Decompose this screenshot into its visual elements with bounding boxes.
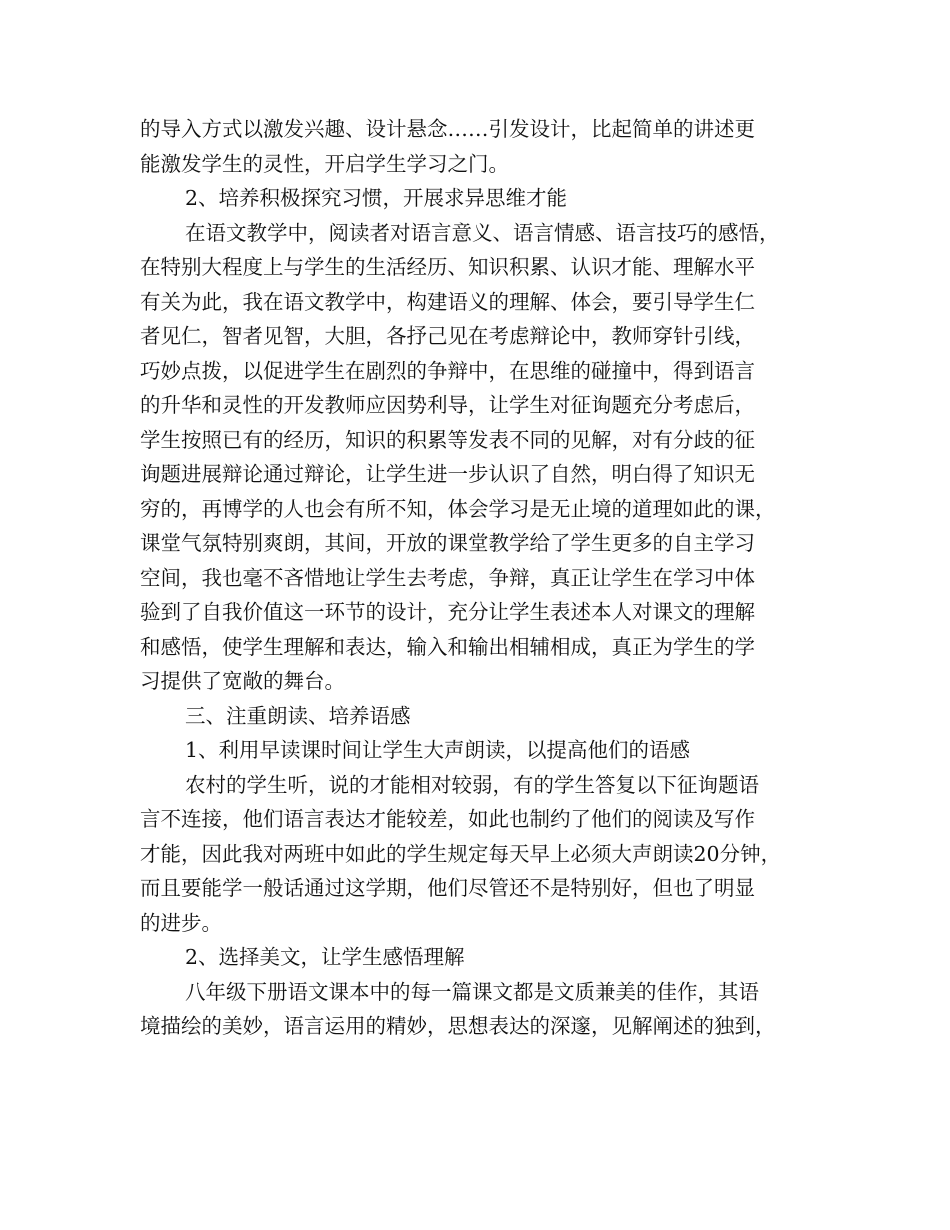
text-line: 在特别大程度上与学生的生活经历、知识积累、认识才能、理解水平 — [140, 255, 755, 279]
text-line: 学生按照已有的经历，知识的积累等发表不同的见解，对有分歧的征 — [140, 427, 755, 452]
text-line: 的进步。 — [140, 910, 222, 935]
text-line: 农村的学生听，说的才能相对较弱，有的学生答复以下征询题语 — [185, 772, 759, 797]
text-line: 言不连接，他们语言表达才能较差，如此也制约了他们的阅读及写作 — [140, 807, 755, 831]
text-line: 2、选择美文，让学生感悟理解 — [185, 945, 465, 969]
text-line: 的导入方式以激发兴趣、设计悬念……引发设计，比起简单的讲述更 — [140, 117, 755, 141]
text-line: 能激发学生的灵性，开启学生学习之门。 — [140, 151, 509, 176]
text-line: 和感悟，使学生理解和表达，输入和输出相辅相成，真正为学生的学 — [140, 634, 755, 659]
document-body — [140, 112, 820, 1044]
text-line: 八年级下册语文课本中的每一篇课文都是文质兼美的佳作，其语 — [185, 979, 759, 1004]
text-line: 而且要能学一般话通过这学期，他们尽管还不是特别好，但也了明显 — [140, 876, 755, 900]
text-line: 三、注重朗读、培养语感 — [185, 703, 411, 728]
text-line: 有关为此，我在语文教学中，构建语义的理解、体会，要引导学生仁 — [140, 289, 755, 314]
text-line: 询题进展辩论通过辩论，让学生进一步认识了自然，明白得了知识无 — [140, 462, 755, 486]
text-line: 境描绘的美妙，语言运用的精妙，思想表达的深邃，见解阐述的独到， — [140, 1014, 776, 1038]
text-line: 2、培养积极探究习惯，开展求异思维才能 — [185, 186, 568, 210]
text-line: 巧妙点拨，以促进学生在剧烈的争辩中，在思维的碰撞中，得到语言 — [140, 358, 755, 383]
text-line: 习提供了宽敞的舞台。 — [140, 669, 345, 693]
text-line: 课堂气氛特别爽朗，其间，开放的课堂教学给了学生更多的自主学习 — [140, 531, 755, 555]
text-line: 才能，因此我对两班中如此的学生规定每天早上必须大声朗读20分钟， — [140, 841, 782, 866]
text-line: 1、利用早读课时间让学生大声朗读，以提高他们的语感 — [185, 738, 691, 762]
text-line: 验到了自我价值这一环节的设计，充分让学生表述本人对课文的理解 — [140, 600, 755, 624]
text-line: 穷的，再博学的人也会有所不知，体会学习是无止境的道理如此的课， — [140, 496, 776, 521]
text-line: 者见仁，智者见智，大胆，各抒己见在考虑辩论中，教师穿针引线， — [140, 324, 755, 348]
text-line: 的升华和灵性的开发教师应因势利导，让学生对征询题充分考虑后， — [140, 393, 755, 417]
text-line: 在语文教学中，阅读者对语言意义、语言情感、语言技巧的感悟， — [185, 220, 780, 245]
text-line: 空间，我也毫不吝惜地让学生去考虑，争辩，真正让学生在学习中体 — [140, 565, 755, 590]
